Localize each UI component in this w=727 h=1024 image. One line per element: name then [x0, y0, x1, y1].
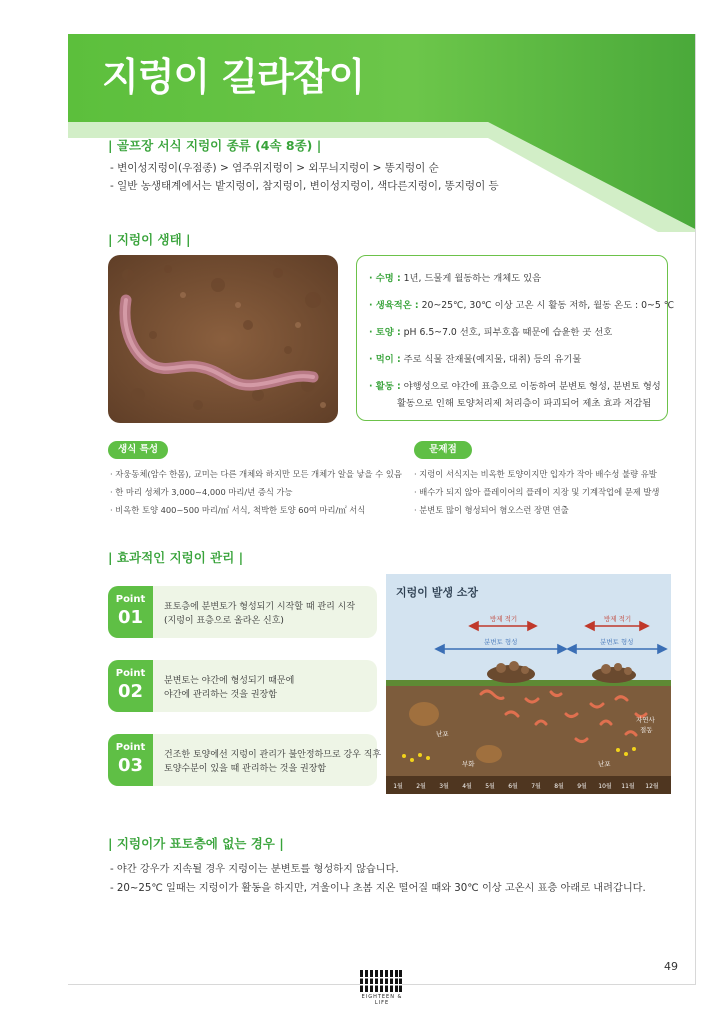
month-label: 7월: [531, 783, 541, 790]
egg-label: 난포: [436, 730, 449, 738]
problem-line-2: · 배수가 되지 않아 플레이어의 플레이 지장 및 기계작업에 문제 발생: [414, 487, 660, 497]
page-number: 49: [664, 960, 678, 973]
death-label: 자연사: [636, 716, 655, 724]
month-label: 6월: [508, 783, 518, 790]
fact-lifespan: · 수명 : 1년, 드물게 월동하는 개체도 있음: [369, 273, 542, 284]
fact-activity: · 활동 : 야행성으로 야간에 표층으로 이동하여 분변토 형성, 분변토 형성: [369, 381, 661, 392]
section-heading-ecology: | 지렁이 생태 |: [108, 232, 191, 247]
point-badge: Point 03: [108, 734, 153, 786]
fact-soil: · 토양 : pH 6.5~7.0 선호, 피부호흡 때문에 습윤한 곳 선호: [369, 327, 613, 338]
point-text-line: (지렁이 표층으로 올라온 신호): [164, 616, 284, 626]
point-card-02: [108, 660, 377, 712]
section-heading-species: | 골프장 서식 지렁이 종류 (4속 8종) |: [108, 138, 322, 153]
point-text-line: 야간에 관리하는 것을 권장함: [164, 690, 277, 700]
point-text-line: 건조한 토양에선 지렁이 관리가 불안정하므로 강우 직후: [164, 750, 382, 760]
species-line-2: - 일반 농생태계에서는 밭지렁이, 참지렁이, 변이성지렁이, 색다른지렁이, 똥지렁이 등: [110, 180, 499, 192]
trait-line-2: · 한 마리 성체가 3,000~4,000 마리/년 증식 가능: [110, 487, 293, 497]
section-heading-absence: | 지렁이가 표토층에 없는 경우 |: [108, 836, 284, 851]
brand-logo-icon: [360, 970, 402, 992]
traits-label: 생식 특성: [108, 441, 168, 459]
month-label: 2월: [416, 783, 426, 790]
ecology-info-box: [356, 255, 675, 421]
section-heading-management: | 효과적인 지렁이 관리 |: [108, 550, 244, 565]
fact-food: · 먹이 : 주로 식물 잔재물(예지물, 대취) 등의 유기물: [369, 354, 582, 365]
cast-label-1: 분변토 형성: [484, 638, 518, 646]
point-card-01: [108, 586, 377, 638]
earthworm-photo: [108, 255, 338, 423]
control-label-2: 방제 적기: [604, 615, 632, 623]
point-card-03: [108, 734, 382, 786]
control-label-1: 방제 적기: [490, 615, 518, 623]
hatch-label: 부화: [462, 760, 475, 768]
earthworm-cycle-diagram: [386, 574, 671, 794]
month-label: 10월: [598, 783, 612, 790]
absence-line-2: - 20~25℃ 일때는 지렁이가 활동을 하지만, 겨울이나 초봄 지온 떨어질 때와 30℃ 이상 고온시 표층 아래로 내려갑니다.: [110, 883, 646, 894]
cast-label-2: 분변토 형성: [600, 638, 634, 646]
page-title: 지렁이 길라잡이: [102, 55, 365, 99]
problem-line-1: · 지렁이 서식지는 비옥한 토양이지만 입자가 작아 배수성 불량 유발: [414, 469, 657, 479]
month-label: 11월: [621, 783, 635, 790]
species-line-1: - 변이성지렁이(우점종) > 염주위지렁이 > 외무늬지렁이 > 똥지렁이 순: [110, 162, 439, 174]
brand-name: EIGHTEEN & LIFE: [361, 994, 403, 1006]
problem-line-3: · 분변토 많이 형성되어 혐오스런 장면 연출: [414, 505, 569, 515]
month-label: 5월: [485, 783, 495, 790]
point-badge: Point 01: [108, 586, 153, 638]
month-label: 4월: [462, 783, 472, 790]
fact-temperature: · 생육적온 : 20~25℃, 30℃ 이상 고온 시 활동 저하, 월동 온도 : 0~5 ℃: [369, 300, 675, 311]
point-badge: Point 02: [108, 660, 153, 712]
death-label-2: 절동: [640, 726, 653, 734]
fact-activity-cont: 활동으로 인해 토양처리제 처리층이 파괴되어 제초 효과 저감됨: [397, 398, 652, 409]
page-frame: [68, 34, 696, 1006]
diagram-title: 지렁이 발생 소장: [396, 586, 479, 599]
egg-label-2: 난포: [598, 760, 611, 768]
point-text-line: 토양수분이 있을 때 관리하는 것을 권장함: [164, 764, 327, 774]
problems-label: 문제점: [414, 441, 472, 459]
point-text-line: 분변토는 야간에 형성되기 때문에: [164, 676, 295, 686]
month-label: 8월: [554, 783, 564, 790]
month-label: 12월: [645, 783, 659, 790]
trait-line-3: · 비옥한 토양 400~500 마리/㎡ 서식, 척박한 토양 60여 마리/㎡ 서식: [110, 505, 366, 515]
trait-line-1: · 자웅동체(암수 한몸), 교미는 다른 개체와 하지만 모든 개체가 알을 낳을 수 있음: [110, 469, 402, 479]
month-label: 1월: [393, 783, 403, 790]
point-text-line: 표토층에 분변토가 형성되기 시작할 때 관리 시작: [164, 602, 356, 612]
absence-line-1: - 야간 강우가 지속될 경우 지렁이는 분변토를 형성하지 않습니다.: [110, 864, 399, 875]
month-label: 3월: [439, 783, 449, 790]
month-label: 9월: [577, 783, 587, 790]
